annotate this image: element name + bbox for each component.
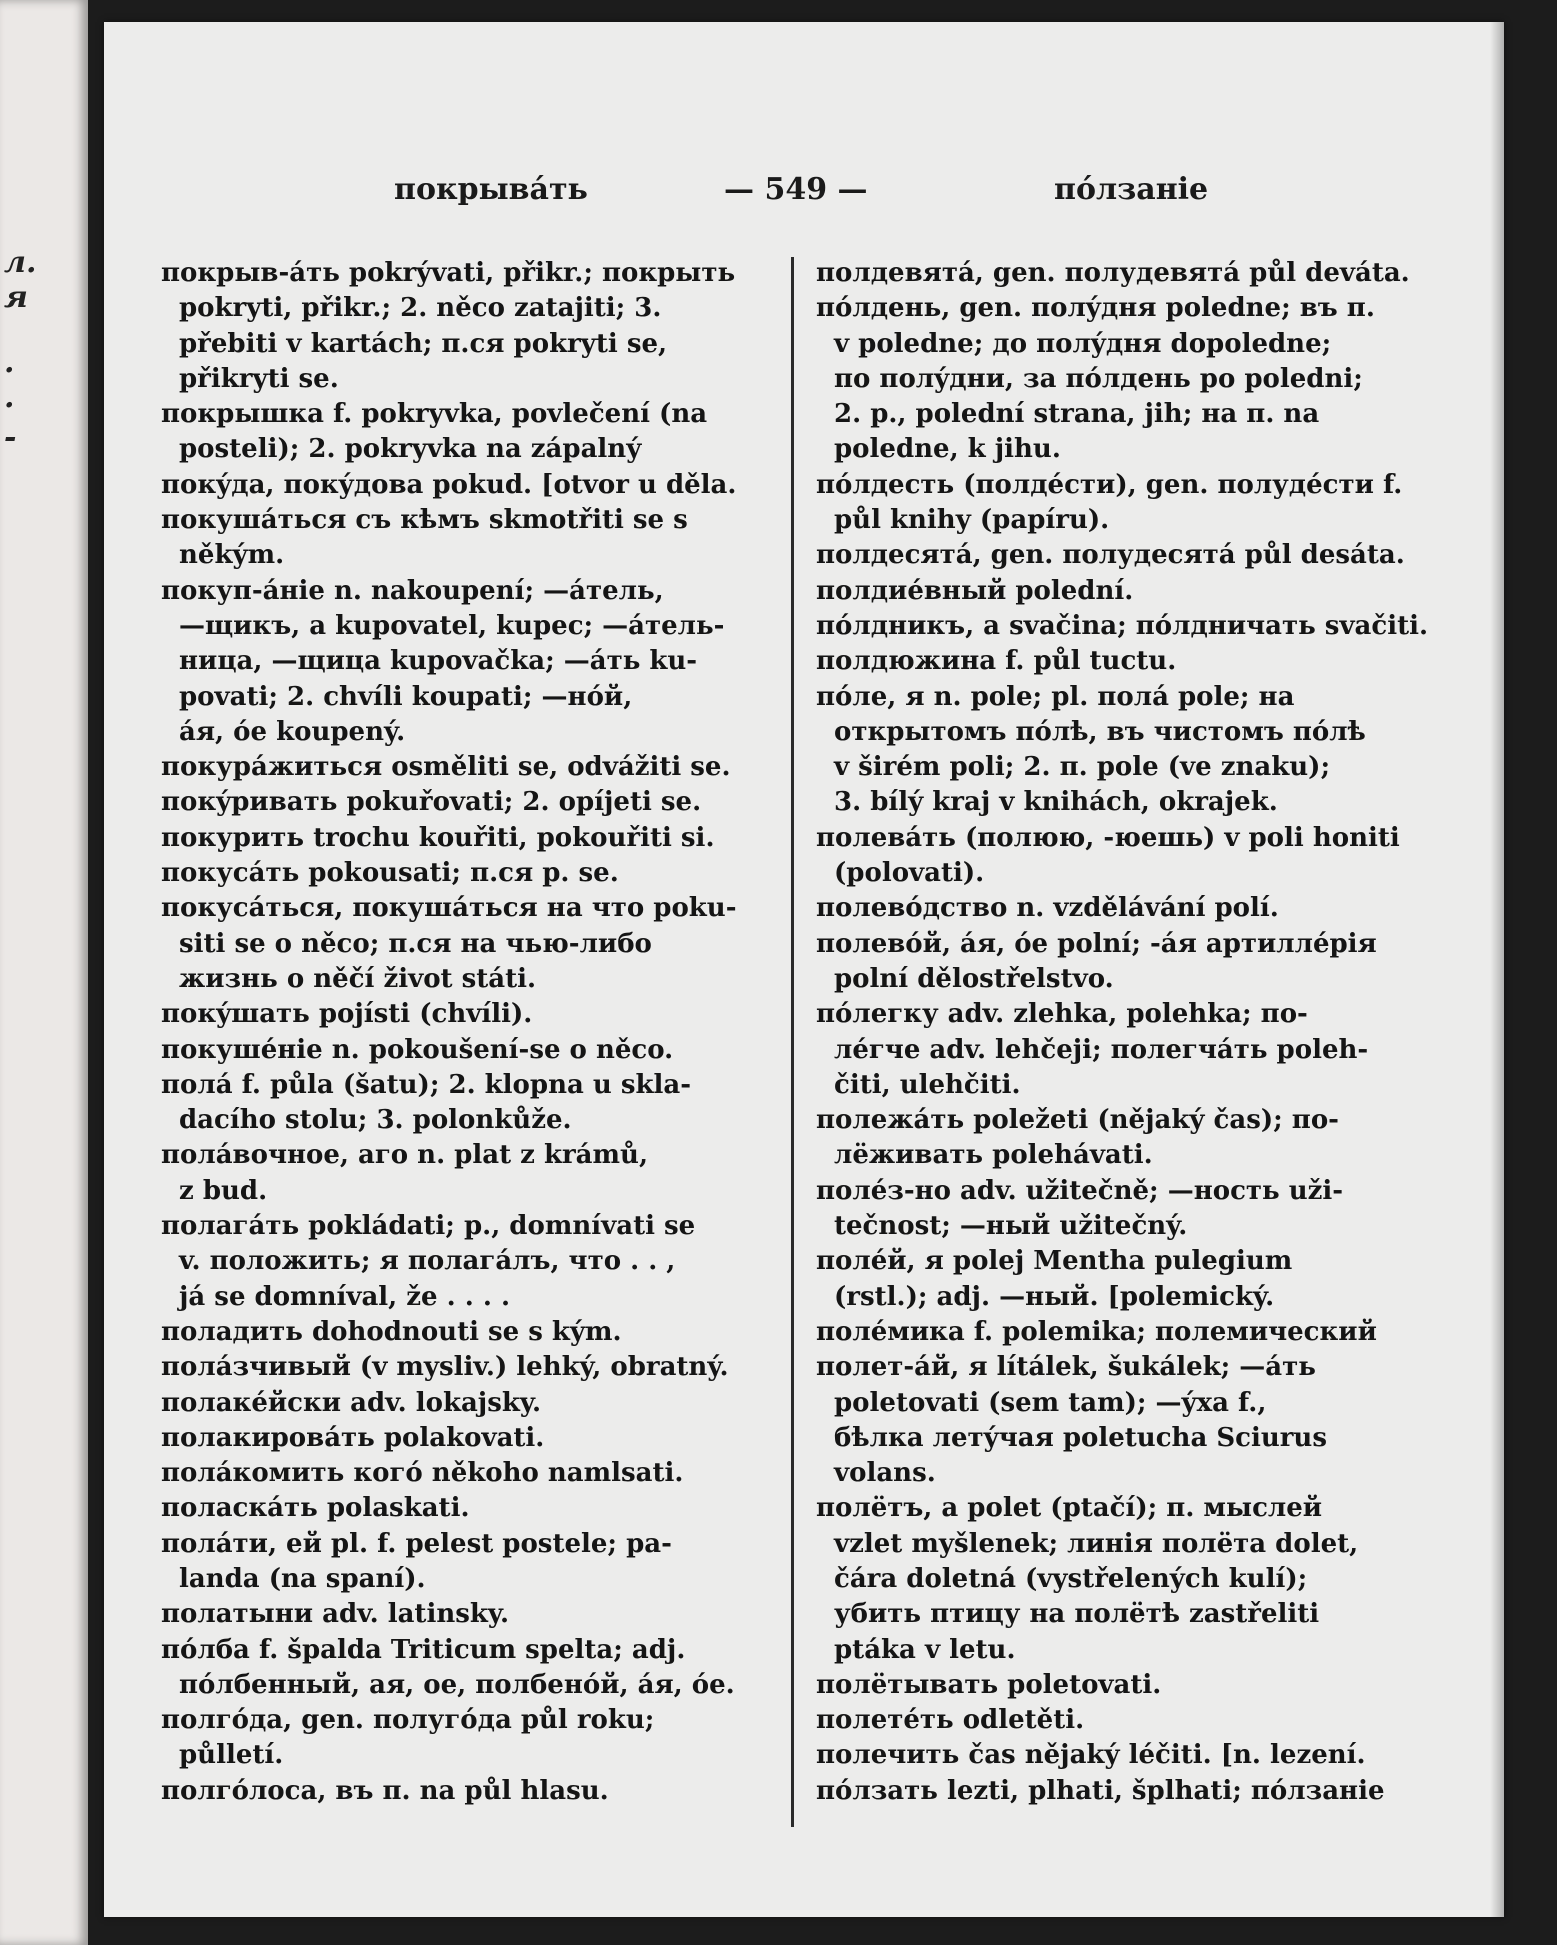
entry-line: v širém poli; 2. п. pole (ve znaku); (834, 752, 1331, 783)
entry-line: полатыни adv. latinsky. (161, 1599, 510, 1630)
entry-line: полëтывать poletovati. (816, 1669, 1162, 1700)
entry-line: полáвочное, аго n. plat z krámů, (161, 1140, 648, 1171)
entry-line: poletovati (sem tam); —ýха f., (834, 1387, 1267, 1418)
entry-line: pokryti, přikr.; 2. něco zatajiti; 3. (179, 293, 662, 324)
entry-line: já se domníval, že . . . . (179, 1281, 511, 1312)
prev-page-fragment: . (4, 380, 15, 415)
entry-line: убить птицу на полëтѣ zastřeliti (834, 1599, 1320, 1630)
entry-line: 2. p., polední strana, jih; на п. na (834, 399, 1320, 430)
prev-page-fragment: л. (4, 245, 37, 280)
entry-line: покрыв-áть pokrývati, přikr.; покрыть (161, 258, 736, 288)
entry-line: polní dělostřelstvo. (834, 963, 1114, 994)
entry-line: někým. (179, 540, 285, 571)
entry-line: покушáться съ кѣмъ skmotřiti se s (161, 505, 688, 536)
entry-line: покурáжиться osměliti se, odvážiti se. (161, 752, 731, 783)
entry-line: vzlet myšlenek; линiя полëта dolet, (834, 1528, 1359, 1559)
entry-line: полáзчивый (v mysliv.) lehký, obratný. (161, 1352, 729, 1383)
entry-line: полéз-но adv. užitečně; —ность uži- (816, 1175, 1344, 1206)
running-header (104, 172, 1504, 212)
entry-line: čára doletná (vystřelených kulí); (834, 1563, 1308, 1594)
entry-line: полгóлоса, въ п. na půl hlasu. (161, 1775, 609, 1806)
entry-line: пóлдень, gen. полýдня poledne; въ п. (816, 293, 1375, 324)
entry-line: v. положить; я полагáлъ, что . . , (179, 1246, 676, 1277)
right-column (816, 256, 1554, 1809)
entry-line: пóлдникъ, a svačina; пóлдничать svačiti. (816, 610, 1429, 641)
dictionary-page (104, 22, 1504, 1917)
previous-page-edge (0, 0, 88, 1945)
entry-line: полдевятá, gen. полудевятá půl deváta. (816, 258, 1410, 288)
entry-line: čiti, ulehčiti. (834, 1069, 1021, 1100)
entry-line: покýривать pokuřovati; 2. opíjeti se. (161, 787, 702, 818)
entry-line: пóлегку adv. zlehka, polehka; по- (816, 999, 1308, 1030)
entry-line: пóле, я n. pole; pl. полá pole; на (816, 681, 1295, 712)
entry-line: полéй, я polej Mentha pulegium (816, 1246, 1293, 1277)
entry-line: полетéть odletěti. (816, 1705, 1085, 1736)
entry-line: покусáть pokousati; п.ся p. se. (161, 858, 619, 889)
entry-line: поладить dohodnouti se s kým. (161, 1316, 622, 1347)
entry-line: открытомъ пóлѣ, въ чистомъ пóлѣ (834, 716, 1366, 747)
entry-line: бѣлка летýчая poletucha Sciurus (834, 1422, 1327, 1453)
entry-line: posteli); 2. pokryvka na zápalný (179, 434, 642, 465)
entry-line: přebiti v kartách; п.ся pokryti se, (179, 328, 668, 359)
entry-line: volans. (834, 1458, 936, 1489)
entry-line: áя, óе koupený. (179, 716, 406, 747)
entry-line: полагáть pokládati; p., domnívati se (161, 1211, 696, 1242)
header-last-entry: пóлзанiе (1054, 172, 1209, 207)
entry-line: полëтъ, a polet (ptačí); п. мыслей (816, 1493, 1323, 1524)
entry-line: поласкáть polaskati. (161, 1493, 470, 1524)
entry-line: v poledne; до полýдня dopoledne; (834, 328, 1332, 359)
entry-line: ptáka v letu. (834, 1634, 1016, 1665)
entry-line: —щикъ, a kupovatel, kupec; —áтель- (179, 610, 725, 641)
entry-line: полежáть poležeti (nějaký čas); по- (816, 1105, 1339, 1136)
entry-line: по полýдни, за пóлдень po poledni; (834, 363, 1363, 394)
entry-line: siti se o něco; п.ся на чью-либо (179, 928, 652, 959)
entry-line: жизнь o něčí život státi. (179, 963, 537, 994)
prev-page-fragment: . (4, 345, 15, 380)
entry-line: dacího stolu; 3. polonkůže. (179, 1105, 572, 1136)
entry-line: покýда, покýдова pokud. [otvor u děla. (161, 469, 737, 500)
entry-line: z bud. (179, 1175, 268, 1206)
entry-line: přikryti se. (179, 363, 339, 394)
entry-line: půlletí. (179, 1740, 284, 1771)
entry-line: лёживать polehávati. (834, 1140, 1153, 1171)
entry-line: покушéнiе n. pokoušení-se o něco. (161, 1034, 674, 1065)
header-first-entry: покрывáть (394, 172, 588, 207)
entry-line: покýшать pojísti (chvíli). (161, 999, 533, 1030)
entry-line: покуп-áнiе n. nakoupení; —áтель, (161, 575, 664, 606)
entry-line: покурить trochu kouřiti, pokouřiti si. (161, 822, 715, 853)
entry-line: полдюжина f. půl tuctu. (816, 646, 1177, 677)
entry-line: полечить čas nějaký léčiti. [n. lezení. (816, 1740, 1366, 1771)
entry-line: landa (na spaní). (179, 1563, 426, 1594)
page-number: — 549 — (724, 172, 868, 207)
entry-line: полакировáть polakovati. (161, 1422, 545, 1453)
prev-page-fragment: - (4, 420, 17, 455)
entry-line: полевóдство n. vzdělávání polí. (816, 893, 1279, 924)
entry-line: полет-áй, я lítálek, šukálek; —áть (816, 1352, 1316, 1383)
entry-line: полéмика f. polemika; полемический (816, 1316, 1377, 1347)
entry-line: пóлба f. špalda Triticum spelta; adj. (161, 1634, 686, 1665)
entry-line: полакéйски adv. lokajsky. (161, 1387, 542, 1418)
entry-line: полá f. půla (šatu); 2. klopna u skla- (161, 1069, 692, 1100)
entry-line: полáти, ей pl. f. pelest postele; pa- (161, 1528, 672, 1559)
entry-line: 3. bílý kraj v knihách, okrajek. (834, 787, 1278, 818)
entry-line: полевáть (полюю, -юешь) v poli honiti (816, 822, 1400, 853)
entry-line: полдиéвный polední. (816, 575, 1134, 606)
entry-line: пóлбенный, ая, ое, полбенóй, áя, óе. (179, 1669, 735, 1700)
entry-line: povati; 2. chvíli koupati; —нóй, (179, 681, 633, 712)
entry-line: пóлзать lezti, plhati, šplhati; пóлзанiе (816, 1775, 1385, 1806)
entry-line: (polovati). (834, 858, 985, 889)
entry-line: полáкомить когó někoho namlsati. (161, 1458, 684, 1489)
left-column (161, 256, 851, 1809)
column-divider (791, 257, 794, 1827)
entry-line: tečnost; —ный užitečný. (834, 1211, 1188, 1242)
entry-line: (rstl.); adj. —ный. [polemický. (834, 1281, 1275, 1312)
entry-line: полевóй, áя, óе polní; -áя артиллéрiя (816, 928, 1377, 959)
entry-line: лéгче adv. lehčeji; полегчáть poleh- (834, 1034, 1369, 1065)
entry-line: покусáться, покушáться на что poku- (161, 893, 737, 924)
entry-line: покрышка f. pokryvka, povlečení (na (161, 399, 708, 430)
prev-page-fragment: я (4, 280, 28, 315)
entry-line: полдесятá, gen. полудесятá půl desáta. (816, 540, 1405, 571)
entry-line: ница, —щица kupovačka; —áть ku- (179, 646, 698, 677)
entry-line: poledne, k jihu. (834, 434, 1061, 465)
entry-line: пóлдесть (полдéсти), gen. полудéсти f. (816, 469, 1403, 500)
entry-line: půl knihy (papíru). (834, 505, 1110, 536)
entry-line: полгóда, gen. полугóда půl roku; (161, 1705, 655, 1736)
